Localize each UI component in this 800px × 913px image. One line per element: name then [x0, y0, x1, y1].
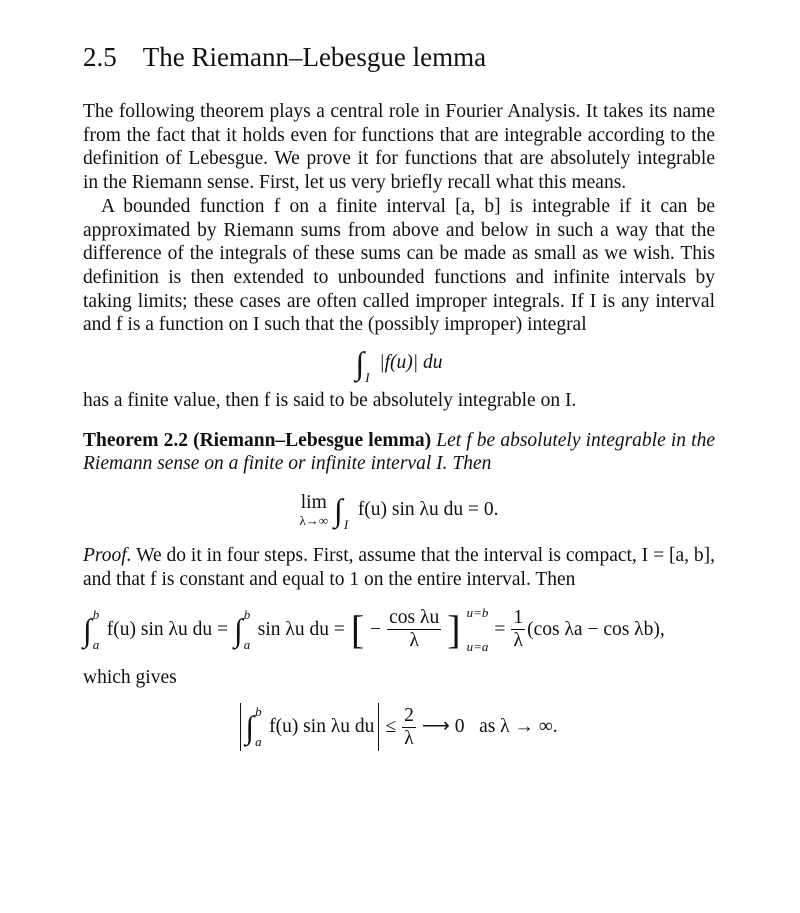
document-page [83, 40, 715, 765]
theorem-statement: Theorem 2.2 (Riemann–Lebesgue lemma) Let f be absolutely integrable in the Riemann sense on a finite or infinite interval I. Then [83, 429, 715, 475]
paragraph-definition: A bounded function f on a finite interval [a, b] is integrable if it can be approximated by Riemann sums from above and below in such a way that the difference of the integrals of these sums can be made as small as we wish. This definition is then extended to unbounded functions and infinite intervals by taking limits; these cases are often called improper integrals. If I is any interval and f is a function on I such that the (possibly improper) integral [83, 195, 715, 336]
equation-lemma: lim λ→∞ ∫ I f(u) sin λu du = 0. [83, 488, 715, 532]
integral: ∫ b a [245, 704, 262, 750]
left-bracket: [ [350, 606, 365, 652]
integral: ∫ I [334, 488, 352, 532]
integral: ∫ I [355, 341, 373, 385]
equation-absolute-integral: ∫ I |f(u)| du [83, 341, 715, 385]
absolute-value: ∫ b a f(u) sin λu du [240, 703, 379, 751]
paragraph-finite-value: has a finite value, then f is said to be absolutely integrable on I. [83, 390, 577, 412]
integral-sign: ∫ [245, 709, 255, 746]
integral-sign: ∫ [355, 345, 365, 382]
right-bracket: ] [447, 606, 461, 652]
integral-sign: ∫ [83, 611, 92, 648]
paragraph-intro: The following theorem plays a central role in Fourier Analysis. It takes its name from the fact that it holds even for functions that are integrable according to the definition of Lebesgue. We prove it for functions that are absolutely integrable in the Riemann sense. First, let us very briefly recall what this means. [83, 101, 715, 194]
equation-compact-case: ∫ b a f(u) sin λu du = ∫ b a sin λu du = [ − $\frac{\text{cos λu}}{\lambda}$ ] u=b u=a = $\frac{1}{\lambda}$ (cos λa − cos λb), [83, 604, 665, 654]
integral: ∫ b a [233, 606, 251, 652]
which-gives: which gives [83, 666, 177, 688]
proof-paragraph: Proof. We do it in four steps. First, assume that the interval is compact, I = [a, b], and that f is constant and equal to 1 on the entire interval. Then [83, 545, 715, 590]
integral-sign: ∫ [233, 611, 243, 648]
integral: ∫ b a [83, 606, 100, 652]
equation-bound: ∫ b a f(u) sin λu du ≤ $\frac{2}{\lambda}$ ⟶ 0 as λ → ∞. [83, 703, 715, 751]
integral-sign: ∫ [334, 492, 343, 529]
section-heading: 2.5 The Riemann–Lebesgue lemma [83, 42, 487, 72]
